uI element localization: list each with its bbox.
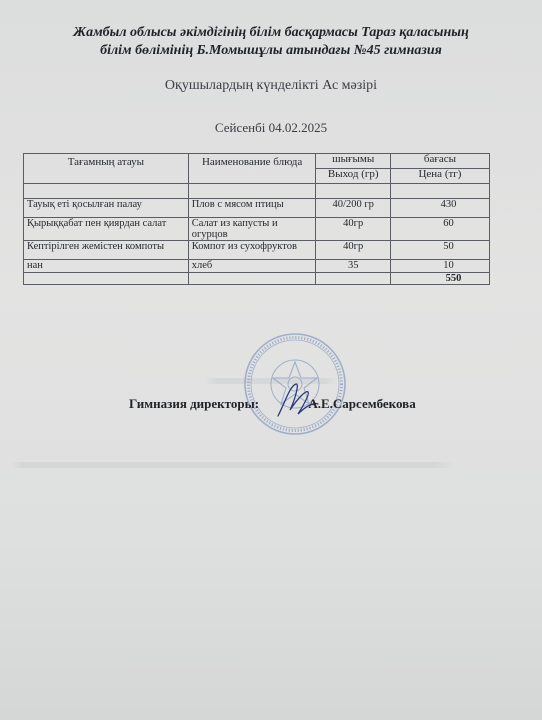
dish-name-kz: нан bbox=[24, 260, 189, 273]
table-row bbox=[24, 199, 490, 218]
table-row bbox=[24, 241, 490, 260]
menu-table bbox=[23, 153, 490, 285]
dish-name-ru: Плов с мясом птицы bbox=[188, 199, 316, 218]
dish-name-kz: Кептірілген жемістен компоты bbox=[24, 241, 189, 260]
dish-output: 35 bbox=[316, 260, 390, 273]
director-name: А.Е.Сарсембекова bbox=[308, 396, 416, 411]
dish-output: 40гр bbox=[316, 218, 390, 241]
dish-name-ru: Компот из сухофруктов bbox=[188, 241, 316, 260]
dish-price: 430 bbox=[390, 199, 489, 218]
total-price: 550 bbox=[390, 273, 489, 285]
signature-line bbox=[129, 396, 416, 412]
header-price-kz: бағасы bbox=[390, 154, 489, 169]
dish-name-ru: Салат из капусты и огурцов bbox=[188, 218, 316, 241]
director-role: Гимназия директоры: bbox=[129, 396, 260, 411]
header-output-ru: Выход (гр) bbox=[316, 169, 390, 184]
table-row bbox=[24, 260, 490, 273]
dish-price: 10 bbox=[390, 260, 489, 273]
bleed-through-text bbox=[0, 462, 542, 468]
header-output-kz: шығымы bbox=[316, 154, 390, 169]
document-header bbox=[20, 24, 522, 60]
table-row bbox=[24, 218, 490, 241]
dish-output: 40/200 гр bbox=[316, 199, 390, 218]
date-line: Сейсенбі 04.02.2025 bbox=[214, 120, 328, 135]
header-line-2: білім бөлімінің Б.Момышұлы атындағы №45 гимназия bbox=[100, 43, 442, 58]
dish-name-kz: Қырыққабат пен қиярдан салат bbox=[24, 218, 189, 241]
header-line-1: Жамбыл облысы әкімдігінің білім басқармасы Тараз қаласының bbox=[73, 25, 469, 40]
dish-name-ru: хлеб bbox=[188, 260, 316, 273]
menu-title: Оқушылардың күнделікті Ас мәзірі bbox=[164, 78, 378, 93]
table-spacer-row bbox=[24, 184, 490, 199]
table-header-row bbox=[24, 154, 490, 169]
bleed-through-text bbox=[0, 378, 542, 384]
header-price-ru: Цена (тг) bbox=[390, 169, 489, 184]
dish-name-kz: Тауық еті қосылған палау bbox=[24, 199, 189, 218]
header-name-ru: Наименование блюда bbox=[188, 154, 316, 184]
dish-output: 40гр bbox=[316, 241, 390, 260]
dish-price: 60 bbox=[390, 218, 489, 241]
dish-price: 50 bbox=[390, 241, 489, 260]
table-total-row bbox=[24, 273, 490, 285]
header-name-kz: Тағамның атауы bbox=[24, 154, 189, 184]
